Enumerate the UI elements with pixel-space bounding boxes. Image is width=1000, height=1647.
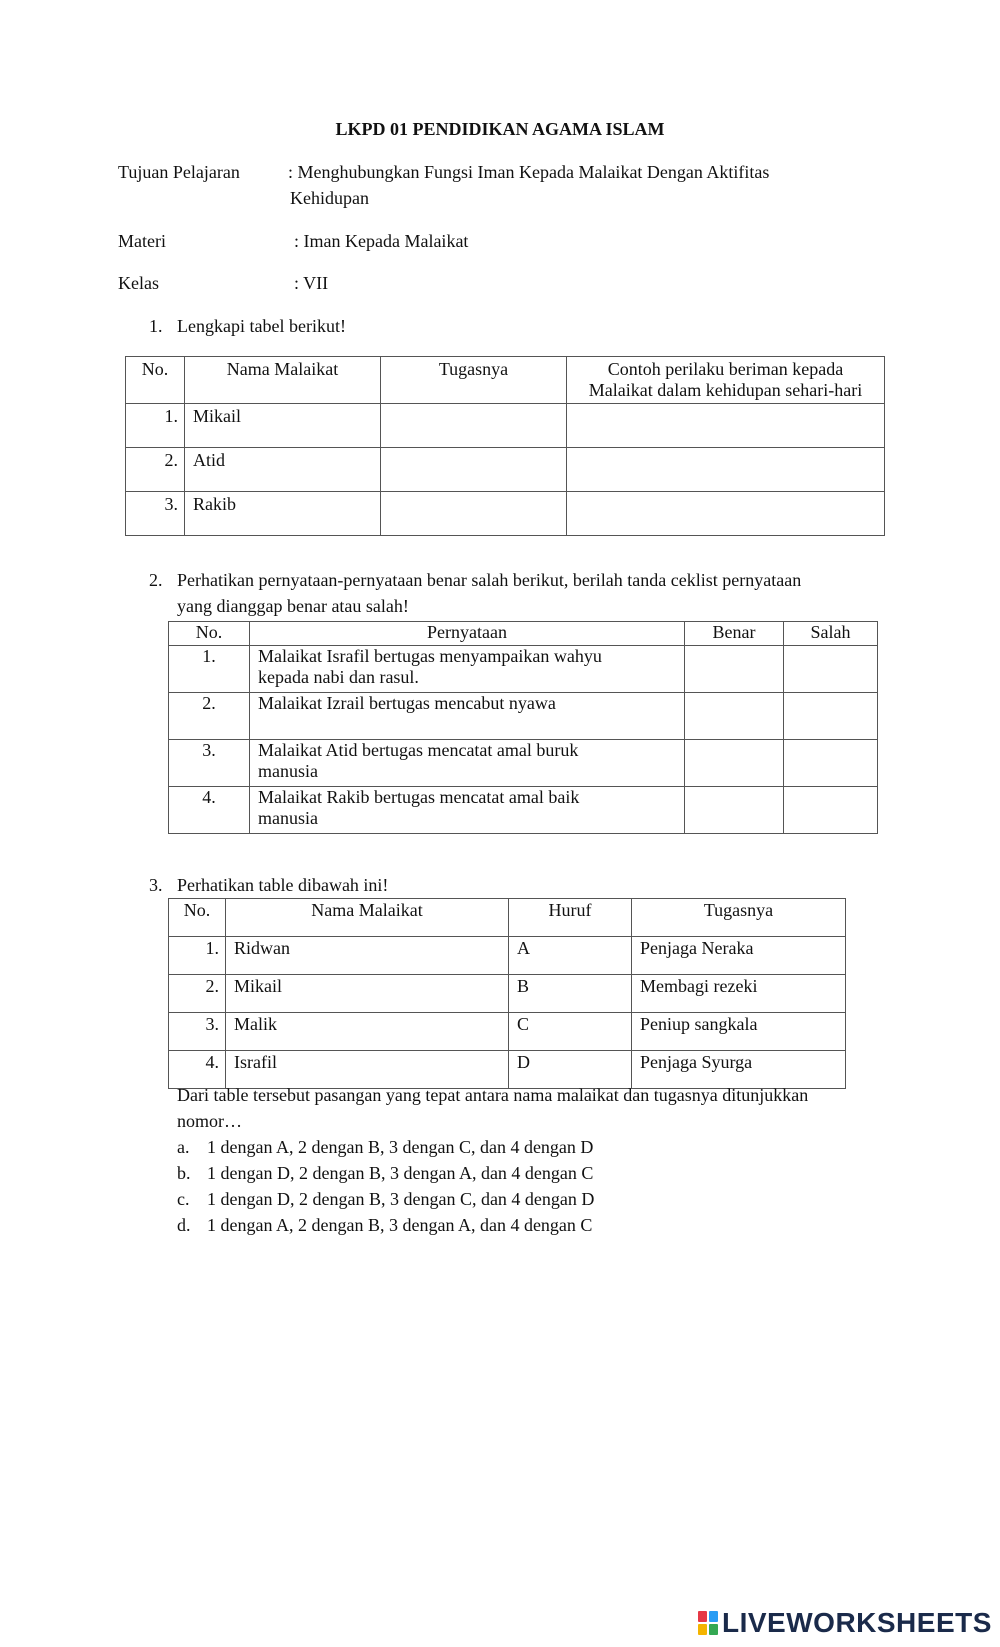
q1-header-contoh bbox=[567, 357, 885, 404]
q3-number: 3. bbox=[149, 875, 163, 895]
q1-row-no: 2. bbox=[126, 448, 185, 492]
q3-row-no: 4. bbox=[169, 1051, 226, 1089]
q3-question-line2: nomor… bbox=[177, 1111, 242, 1131]
liveworksheets-logo bbox=[698, 1607, 992, 1639]
option-d-text[interactable]: 1 dengan A, 2 dengan B, 3 dengan A, dan 4 dengan C bbox=[207, 1215, 593, 1235]
q3-text: Perhatikan table dibawah ini! bbox=[177, 875, 389, 895]
q3-row-name: Malik bbox=[226, 1013, 509, 1051]
q3-question-line1: Dari table tersebut pasangan yang tepat antara nama malaikat dan tugasnya ditunjukkan bbox=[177, 1085, 809, 1105]
materi-label: Materi bbox=[118, 231, 166, 251]
q3-header-huruf: Huruf bbox=[509, 899, 632, 937]
q1-row-no: 3. bbox=[126, 492, 185, 536]
table-row bbox=[126, 404, 885, 448]
q1-row-name: Mikail bbox=[185, 404, 381, 448]
q2-salah-check[interactable] bbox=[784, 646, 878, 693]
logo-square-green bbox=[709, 1624, 718, 1635]
table-row bbox=[169, 646, 878, 693]
option-c-text[interactable]: 1 dengan D, 2 dengan B, 3 dengan C, dan 4 dengan D bbox=[207, 1189, 595, 1209]
q2-statement-line1: Malaikat Izrail bertugas mencabut nyawa bbox=[258, 693, 556, 713]
q1-row-no: 1. bbox=[126, 404, 185, 448]
q3-row-huruf: A bbox=[509, 937, 632, 975]
option-b-letter: b. bbox=[177, 1163, 191, 1183]
q3-header-name: Nama Malaikat bbox=[226, 899, 509, 937]
logo-square-blue bbox=[709, 1611, 718, 1622]
q2-benar-check[interactable] bbox=[685, 646, 784, 693]
q1-header-contoh-line1: Contoh perilaku beriman kepada bbox=[607, 359, 844, 379]
option-c-letter: c. bbox=[177, 1189, 190, 1209]
q1-number: 1. bbox=[149, 316, 163, 336]
option-b-text[interactable]: 1 dengan D, 2 dengan B, 3 dengan A, dan 4 dengan C bbox=[207, 1163, 594, 1183]
q1-answer-contoh[interactable] bbox=[567, 404, 885, 448]
table-row bbox=[169, 787, 878, 834]
q2-row-statement bbox=[250, 693, 685, 740]
q2-text-line2: yang dianggap benar atau salah! bbox=[177, 596, 409, 616]
q3-row-no: 3. bbox=[169, 1013, 226, 1051]
table-row bbox=[169, 1051, 846, 1089]
q2-text-line1: Perhatikan pernyataan-pernyataan benar salah berikut, berilah tanda ceklist pernyataan bbox=[177, 570, 802, 590]
q3-row-tugas: Membagi rezeki bbox=[632, 975, 846, 1013]
q3-row-name: Israfil bbox=[226, 1051, 509, 1089]
q1-table bbox=[125, 356, 885, 536]
q3-header-tugas: Tugasnya bbox=[632, 899, 846, 937]
tujuan-label: Tujuan Pelajaran bbox=[118, 162, 240, 182]
q1-header-tugas: Tugasnya bbox=[381, 357, 567, 404]
logo-square-yellow bbox=[698, 1624, 707, 1635]
option-d-letter: d. bbox=[177, 1215, 191, 1235]
table-row bbox=[169, 693, 878, 740]
q2-statement-line1: Malaikat Rakib bertugas mencatat amal baik bbox=[258, 787, 580, 807]
q1-answer-tugas[interactable] bbox=[381, 404, 567, 448]
q2-statement-line2: manusia bbox=[258, 808, 318, 828]
q3-row-huruf: B bbox=[509, 975, 632, 1013]
liveworksheets-logo-icon bbox=[698, 1611, 718, 1635]
q2-statement-line1: Malaikat Israfil bertugas menyampaikan wahyu bbox=[258, 646, 602, 666]
table-row bbox=[126, 492, 885, 536]
q3-row-no: 2. bbox=[169, 975, 226, 1013]
liveworksheets-logo-text: LIVEWORKSHEETS bbox=[722, 1607, 992, 1638]
q1-header-name: Nama Malaikat bbox=[185, 357, 381, 404]
q3-row-huruf: D bbox=[509, 1051, 632, 1089]
q2-header-salah: Salah bbox=[784, 622, 878, 646]
q3-table bbox=[168, 898, 846, 1089]
q2-table bbox=[168, 621, 878, 834]
q2-statement-line1: Malaikat Atid bertugas mencatat amal buruk bbox=[258, 740, 579, 760]
q1-text: Lengkapi tabel berikut! bbox=[177, 316, 346, 336]
q3-row-name: Ridwan bbox=[226, 937, 509, 975]
q2-header-benar: Benar bbox=[685, 622, 784, 646]
table-row bbox=[169, 1013, 846, 1051]
q2-row-no: 3. bbox=[169, 740, 250, 787]
q1-header-contoh-line2: Malaikat dalam kehidupan sehari-hari bbox=[588, 380, 863, 400]
materi-value: : Iman Kepada Malaikat bbox=[294, 231, 469, 251]
q2-salah-check[interactable] bbox=[784, 693, 878, 740]
option-a-text[interactable]: 1 dengan A, 2 dengan B, 3 dengan C, dan 4 dengan D bbox=[207, 1137, 594, 1157]
q2-benar-check[interactable] bbox=[685, 787, 784, 834]
q2-row-no: 4. bbox=[169, 787, 250, 834]
q1-answer-contoh[interactable] bbox=[567, 492, 885, 536]
q2-header-pernyataan: Pernyataan bbox=[250, 622, 685, 646]
table-row bbox=[169, 740, 878, 787]
q2-salah-check[interactable] bbox=[784, 740, 878, 787]
tujuan-value-cont: Kehidupan bbox=[290, 188, 369, 208]
q2-row-statement bbox=[250, 740, 685, 787]
q3-row-tugas: Peniup sangkala bbox=[632, 1013, 846, 1051]
q2-row-statement bbox=[250, 787, 685, 834]
option-a-letter: a. bbox=[177, 1137, 190, 1157]
q3-row-name: Mikail bbox=[226, 975, 509, 1013]
q2-number: 2. bbox=[149, 570, 163, 590]
q3-row-huruf: C bbox=[509, 1013, 632, 1051]
table-row bbox=[126, 448, 885, 492]
q2-statement-line2: kepada nabi dan rasul. bbox=[258, 667, 419, 687]
q2-header-no: No. bbox=[169, 622, 250, 646]
q3-row-tugas: Penjaga Syurga bbox=[632, 1051, 846, 1089]
q3-header-no: No. bbox=[169, 899, 226, 937]
q3-row-no: 1. bbox=[169, 937, 226, 975]
q2-benar-check[interactable] bbox=[685, 693, 784, 740]
q1-row-name: Rakib bbox=[185, 492, 381, 536]
q3-row-tugas: Penjaga Neraka bbox=[632, 937, 846, 975]
logo-square-red bbox=[698, 1611, 707, 1622]
q2-salah-check[interactable] bbox=[784, 787, 878, 834]
q1-header-no: No. bbox=[126, 357, 185, 404]
table-row bbox=[169, 975, 846, 1013]
q1-row-name: Atid bbox=[185, 448, 381, 492]
table-row bbox=[169, 937, 846, 975]
q1-answer-tugas[interactable] bbox=[381, 448, 567, 492]
kelas-value: : VII bbox=[294, 273, 329, 293]
q1-answer-tugas[interactable] bbox=[381, 492, 567, 536]
q2-row-statement bbox=[250, 646, 685, 693]
q1-answer-contoh[interactable] bbox=[567, 448, 885, 492]
kelas-label: Kelas bbox=[118, 273, 159, 293]
q2-statement-line2: manusia bbox=[258, 761, 318, 781]
q2-benar-check[interactable] bbox=[685, 740, 784, 787]
q2-row-no: 1. bbox=[169, 646, 250, 693]
tujuan-value: : Menghubungkan Fungsi Iman Kepada Malaikat Dengan Aktifitas bbox=[288, 162, 770, 182]
q2-row-no: 2. bbox=[169, 693, 250, 740]
page-title: LKPD 01 PENDIDIKAN AGAMA ISLAM bbox=[335, 119, 665, 139]
